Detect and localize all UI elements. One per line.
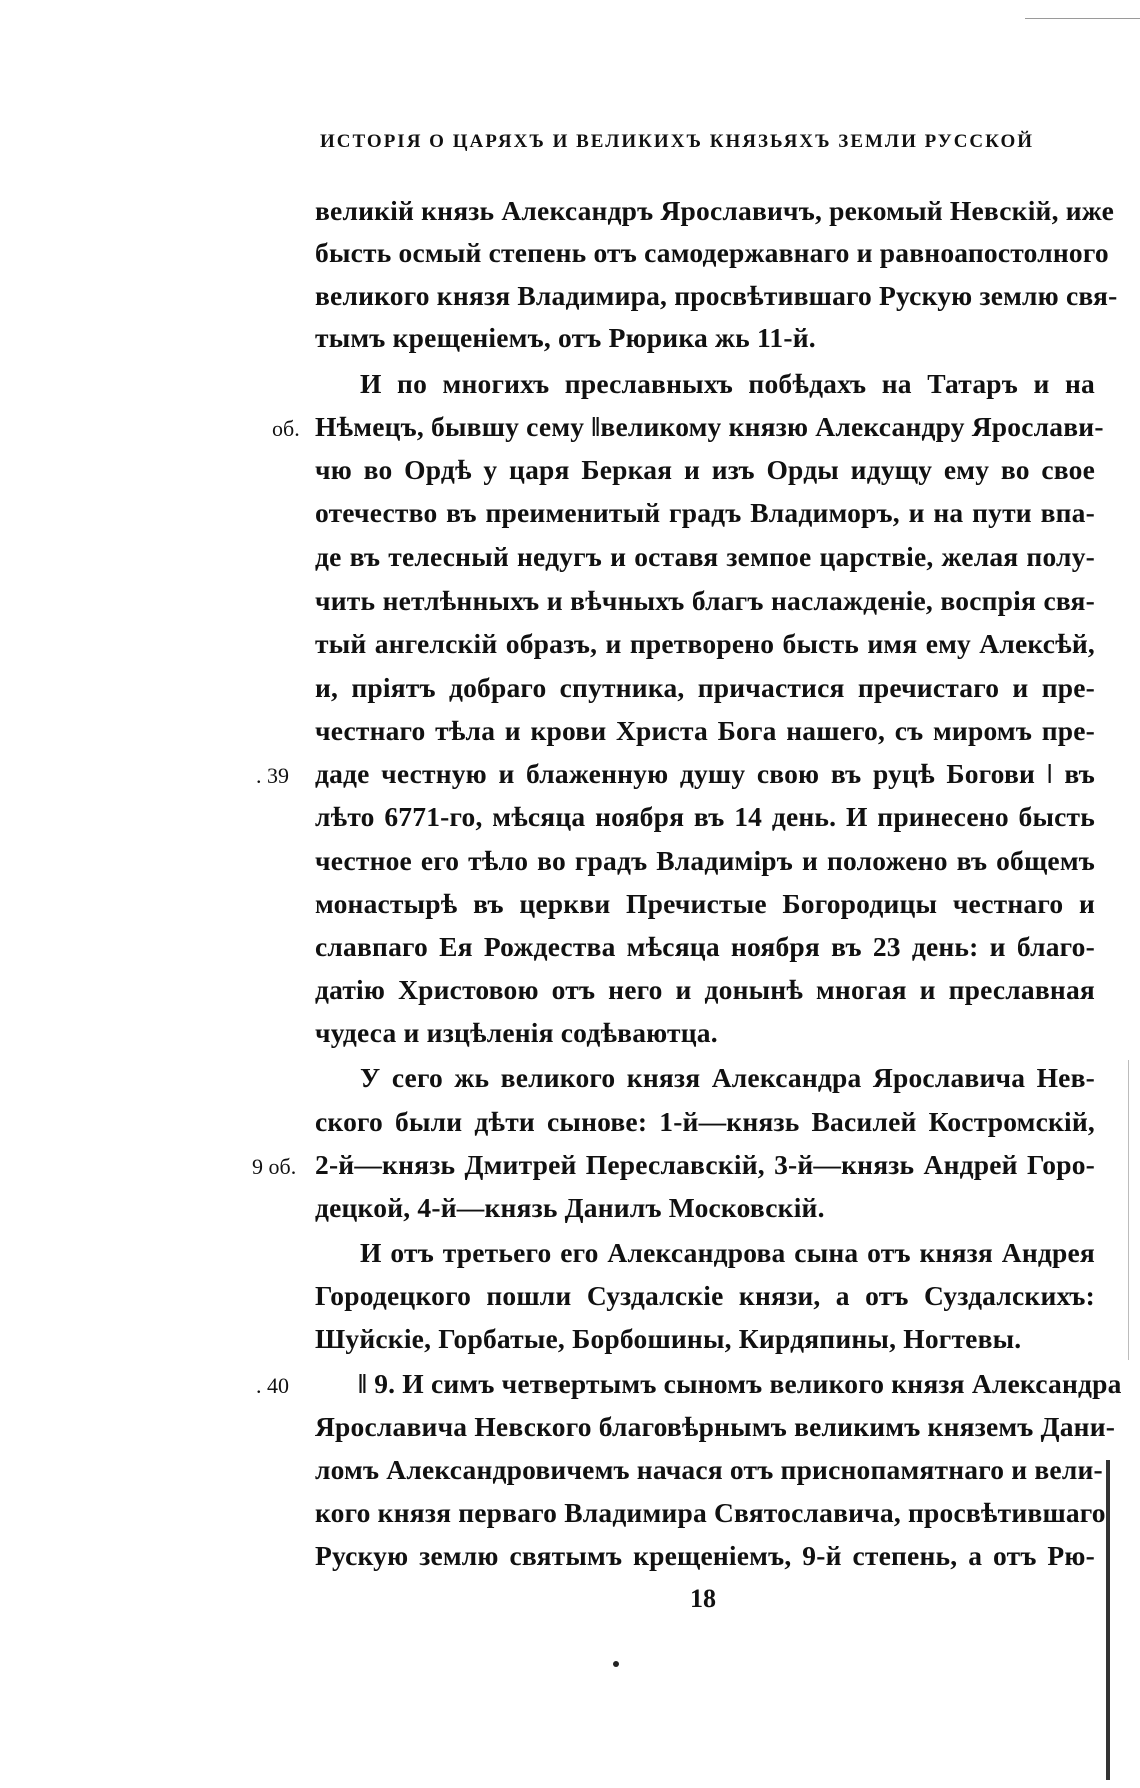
running-header: ИСТОРІЯ О ЦАРЯХЪ И ВЕЛИКИХЪ КНЯЗЬЯХЪ ЗЕМЛИ РУССКОЙ (320, 131, 1035, 152)
text-line: Нѣмецъ, бывшу сему ǁвеликому князю Александру Ярослави- (315, 411, 1104, 442)
text-line: Ярославича Невского благовѣрнымъ великимъ княземъ Дани- (315, 1411, 1116, 1442)
text-line: чудеса и изцѣленія содѣваютца. (315, 1017, 718, 1048)
text-line: ломъ Александровичемъ начася отъ приснопамятнаго и вели- (315, 1454, 1103, 1485)
text-line: Рускую землю святымъ крещеніемъ, 9-й степень, а отъ Рю- (315, 1540, 1095, 1571)
text-line: и, пріятъ добраго спутника, причастися пречистаго и пре- (315, 672, 1095, 703)
text-line: де въ телесный недугъ и оставя земпое царствіе, желая полу- (315, 541, 1095, 572)
scan-edge-bar-right (1106, 1460, 1110, 1780)
text-line: Шуйскіе, Горбатые, Борбошины, Кирдяпины, Ногтевы. (315, 1323, 1022, 1354)
paragraph-first-line: И по многихъ преславныхъ побѣдахъ на Татаръ и на (360, 368, 1095, 399)
text-line: ского были дѣти сынове: 1-й—князь Василей Костромскій, (315, 1106, 1095, 1137)
text-line: лѣто 6771-го, мѣсяца ноября въ 14 день. И принесено бысть (315, 801, 1095, 832)
text-line: Городецкого пошли Суздалскіе князи, а отъ Суздалскихъ: (315, 1280, 1095, 1311)
text-line: децкой, 4-й—князь Данилъ Московскій. (315, 1192, 825, 1223)
scan-edge-line-top (1025, 18, 1140, 19)
scan-edge-line-right (1128, 1060, 1129, 1360)
text-line: даде честную и блаженную душу свою въ руцѣ Богови ǀ въ (315, 758, 1095, 789)
text-line: великій князь Александръ Ярославичъ, рекомый Невскій, иже (315, 195, 1114, 226)
text-line: славпаго Ея Рождества мѣсяца ноября въ 23 день: и благо- (315, 931, 1095, 962)
text-line: 2-й—князь Дмитрей Переславскій, 3-й—князь Андрей Горо- (315, 1149, 1095, 1180)
text-line: чю во Ордѣ у царя Беркая и изъ Орды идущу ему во свое (315, 454, 1095, 485)
text-line: кого князя перваго Владимира Святославича, просвѣтившаго (315, 1497, 1106, 1528)
text-line: великого князя Владимира, просвѣтившаго Рускую землю свя- (315, 280, 1118, 311)
text-line: бысть осмый степень отъ самодержавнаго и равноапостолного (315, 237, 1109, 268)
paragraph-first-line: У сего жь великого князя Александра Ярославича Нев- (360, 1062, 1095, 1093)
paragraph-first-line: И отъ третьего его Александрова сына отъ князя Андрея (360, 1237, 1095, 1268)
text-line: монастырѣ въ церкви Пречистые Богородицы честнаго и (315, 888, 1095, 919)
text-line: тый ангелскій образъ, и претворено бысть имя ему Алексѣй, (315, 628, 1095, 659)
margin-note-folio: . 40 (256, 1373, 289, 1398)
text-line: честнаго тѣла и крови Христа Бога нашего, съ миромъ пре- (315, 715, 1095, 746)
margin-note-folio: об. (272, 416, 300, 441)
text-line: отечество въ преименитый градъ Владиморъ, и на пути впа- (315, 497, 1095, 528)
paragraph-first-line: ǁ 9. И симъ четвертымъ сыномъ великого князя Александра (358, 1368, 1122, 1399)
margin-note-folio: . 39 (256, 763, 289, 788)
ink-dot (613, 1661, 619, 1667)
text-line: чить нетлѣнныхъ и вѣчныхъ благъ наслажденіе, воспрія свя- (315, 585, 1095, 616)
text-line: честное его тѣло во градъ Владиміръ и положено въ общемъ (315, 845, 1095, 876)
text-line: тымъ крещеніемъ, отъ Рюрика жь 11-й. (315, 322, 816, 353)
page-number: 18 (690, 1584, 716, 1613)
margin-note-folio: 9 об. (252, 1154, 297, 1179)
text-line: датію Христовою отъ него и донынѣ многая и преславная (315, 974, 1095, 1005)
